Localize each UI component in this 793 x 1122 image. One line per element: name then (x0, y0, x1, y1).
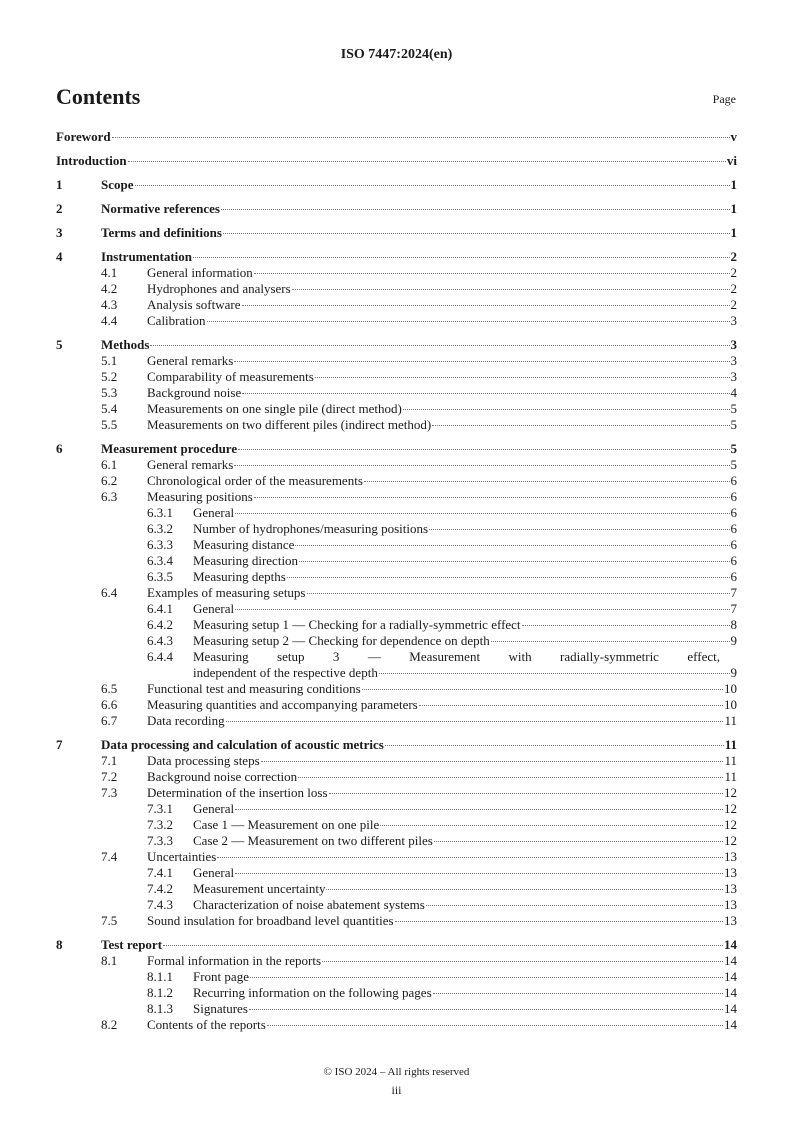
dot-leader (299, 561, 729, 562)
toc-entry-page: 6 (730, 505, 737, 520)
toc-entry-number: 8.1.3 (147, 1001, 173, 1016)
toc-entry-page: 3 (730, 353, 737, 368)
toc-entry-title: Scope (101, 177, 134, 192)
toc-entry-title: General remarks (147, 353, 234, 368)
toc-entry-title: Calibration (147, 313, 206, 328)
dot-leader (295, 545, 729, 546)
toc-entry-title: Data processing steps (147, 753, 260, 768)
toc-entry[interactable] (56, 737, 737, 753)
toc-entry-title: Case 2 — Measurement on two different piles (193, 833, 433, 848)
toc-entry-page: 13 (724, 849, 737, 864)
dot-leader (221, 209, 730, 210)
toc-entry-number: 4.2 (101, 281, 118, 296)
toc-entry[interactable] (56, 505, 737, 521)
toc-entry-number: 7.4 (101, 849, 118, 864)
toc-entry-title: Test report (101, 937, 163, 952)
dot-leader (522, 625, 730, 626)
toc-entry-title: General (193, 865, 235, 880)
dot-leader (163, 945, 723, 946)
toc-entry-title: Measuring direction (193, 553, 299, 568)
dot-leader (403, 409, 730, 410)
toc-entry-title: Normative references (101, 201, 220, 216)
toc-entry-number: 4 (56, 249, 63, 264)
toc-entry-page: 13 (724, 865, 737, 880)
toc-entry-title: Front page (193, 969, 249, 984)
dot-leader (379, 673, 730, 674)
toc-entry-number: 7.3 (101, 785, 118, 800)
toc-entry-title: Measurements on one single pile (direct method) (147, 401, 402, 416)
toc-entry[interactable] (56, 1001, 737, 1017)
toc-entry[interactable] (56, 953, 737, 969)
toc-entry-number: 5.5 (101, 417, 118, 432)
toc-entry-title: Contents of the reports (147, 1017, 266, 1032)
toc-entry[interactable] (56, 225, 737, 241)
toc-entry-title: Measuring quantities and accompanying parameters (147, 697, 418, 712)
toc-entry-page: 6 (730, 553, 737, 568)
toc-entry-title: General information (147, 265, 253, 280)
dot-leader (112, 137, 730, 138)
toc-entry-page: 4 (730, 385, 737, 400)
toc-entry-number: 7.3.1 (147, 801, 173, 816)
toc-entry-title: Methods (101, 337, 150, 352)
toc-entry[interactable] (56, 849, 737, 865)
dot-leader (238, 449, 729, 450)
toc-entry-page: 12 (724, 785, 737, 800)
toc-entry-number: 5 (56, 337, 63, 352)
toc-entry-page: 13 (724, 913, 737, 928)
toc-entry-page: 14 (724, 969, 737, 984)
dot-leader (380, 825, 723, 826)
toc-entry-number: 6.3.5 (147, 569, 173, 584)
toc-entry[interactable] (56, 369, 737, 385)
dot-leader (426, 905, 723, 906)
dot-leader (242, 305, 730, 306)
toc-entry-page: 13 (724, 881, 737, 896)
toc-entry-page: v (730, 129, 737, 144)
toc-entry-page: 9 (730, 665, 737, 680)
toc-entry-page: 9 (730, 633, 737, 648)
toc-entry-page: 11 (724, 713, 737, 728)
toc-entry-number: 8 (56, 937, 63, 952)
toc-entry-number: 6 (56, 441, 63, 456)
toc-entry-page: 8 (730, 617, 737, 632)
dot-leader (395, 921, 723, 922)
dot-leader (432, 425, 729, 426)
toc-entry-number: 7.5 (101, 913, 118, 928)
dot-leader (434, 841, 723, 842)
toc-entry-number: 4.3 (101, 297, 118, 312)
toc-entry[interactable] (56, 969, 737, 985)
page-title: Contents (56, 84, 141, 109)
toc-entry-page: 5 (730, 457, 737, 472)
toc-entry-title: Measurements on two different piles (indirect method) (147, 417, 432, 432)
toc-entry[interactable] (56, 177, 737, 193)
dot-leader (193, 257, 729, 258)
page-number: iii (391, 1083, 402, 1097)
toc-entry-number: 6.2 (101, 473, 118, 488)
toc-entry[interactable] (56, 753, 737, 769)
toc-entry-title: Measurement uncertainty (193, 881, 326, 896)
toc-entry-number: 4.1 (101, 265, 118, 280)
toc-entry-page: 6 (730, 473, 737, 488)
toc-entry-page: 3 (730, 337, 737, 352)
toc-entry[interactable] (56, 697, 737, 713)
toc-entry-number: 7.1 (101, 753, 118, 768)
toc-entry[interactable] (56, 833, 737, 849)
toc-entry[interactable] (56, 441, 737, 457)
toc-entry-number: 5.3 (101, 385, 118, 400)
page-column-label: Page (712, 92, 736, 106)
toc-entry-number: 6.5 (101, 681, 118, 696)
toc-entry-number: 1 (56, 177, 63, 192)
toc-entry-number: 5.4 (101, 401, 118, 416)
toc-entry-number: 5.2 (101, 369, 118, 384)
toc-entry-title: Comparability of measurements (147, 369, 314, 384)
toc-entry-title: Uncertainties (147, 849, 217, 864)
toc-entry-page: 3 (730, 313, 737, 328)
toc-entry[interactable] (56, 201, 737, 217)
toc-entry-title: Data recording (147, 713, 225, 728)
toc-entry[interactable] (56, 801, 737, 817)
toc-entry-number: 7.4.1 (147, 865, 173, 880)
toc-entry[interactable] (56, 473, 737, 489)
toc-entry-number: 6.6 (101, 697, 118, 712)
toc-entry-number: 6.4 (101, 585, 118, 600)
dot-leader (315, 377, 730, 378)
toc-entry[interactable] (56, 913, 737, 929)
dot-leader (307, 593, 730, 594)
toc-entry-number: 6.4.3 (147, 633, 173, 648)
toc-entry-page: 12 (724, 817, 737, 832)
toc-entry[interactable] (56, 633, 737, 649)
toc-entry[interactable] (56, 337, 737, 353)
toc-entry-number: 3 (56, 225, 63, 240)
dot-leader (433, 993, 723, 994)
toc-entry-page: 6 (730, 537, 737, 552)
toc-entry-title: Chronological order of the measurements (147, 473, 363, 488)
toc-entry-page: 7 (730, 601, 737, 616)
dot-leader (135, 185, 730, 186)
toc-entry-number: 8.2 (101, 1017, 118, 1032)
toc-entry-number: 6.4.4 (147, 649, 173, 664)
toc-entry-title: General (193, 505, 235, 520)
toc-entry-page: 14 (724, 937, 737, 952)
toc-entry-title: Number of hydrophones/measuring positions (193, 521, 429, 536)
toc-entry[interactable] (56, 681, 737, 697)
toc-entry-page: 6 (730, 489, 737, 504)
toc-entry[interactable] (56, 713, 737, 729)
toc-entry-page: vi (726, 153, 737, 168)
toc-entry-title: Examples of measuring setups (147, 585, 306, 600)
toc-entry-title: General (193, 801, 235, 816)
toc-entry-title: Measurement procedure (101, 441, 238, 456)
toc-entry-number: 2 (56, 201, 63, 216)
toc-entry-number: 7.4.2 (147, 881, 173, 896)
toc-entry[interactable] (56, 865, 737, 881)
toc-entry-page: 5 (730, 441, 737, 456)
toc-entry-title: Instrumentation (101, 249, 193, 264)
toc-entry-page: 2 (730, 249, 737, 264)
toc-entry-page: 2 (730, 265, 737, 280)
dot-leader (261, 761, 724, 762)
toc-entry-page: 1 (730, 201, 737, 216)
toc-entry[interactable] (56, 649, 737, 681)
toc-entry-title: Determination of the insertion loss (147, 785, 328, 800)
toc-entry-title: Case 1 — Measurement on one pile (193, 817, 380, 832)
dot-leader (326, 889, 723, 890)
toc-entry-title: Measuring positions (147, 489, 253, 504)
dot-leader (234, 361, 729, 362)
toc-entry[interactable] (56, 537, 737, 553)
dot-leader (235, 809, 723, 810)
toc-entry-number: 8.1.2 (147, 985, 173, 1000)
toc-entry-title: Recurring information on the following pages (193, 985, 432, 1000)
toc-entry-page: 14 (724, 1017, 737, 1032)
toc-entry-page: 5 (730, 401, 737, 416)
toc-entry-title: Sound insulation for broadband level quantities (147, 913, 394, 928)
toc-entry-page: 11 (724, 769, 737, 784)
dot-leader (128, 161, 726, 162)
toc-entry-number: 6.4.2 (147, 617, 173, 632)
dot-leader (491, 641, 730, 642)
toc-entry-page: 11 (724, 737, 737, 752)
toc-entry-title: Functional test and measuring conditions (147, 681, 361, 696)
toc-entry-page: 6 (730, 521, 737, 536)
dot-leader (235, 609, 729, 610)
toc-entry-number: 7.3.2 (147, 817, 173, 832)
toc-entry-number: 6.3.4 (147, 553, 173, 568)
dot-leader (254, 497, 730, 498)
toc-entry[interactable] (56, 569, 737, 585)
toc-entry[interactable] (56, 817, 737, 833)
toc-entry-title: Hydrophones and analysers (147, 281, 291, 296)
toc-entry-page: 7 (730, 585, 737, 600)
toc-entry[interactable] (56, 937, 737, 953)
toc-entry-number: 6.3.2 (147, 521, 173, 536)
toc-entry-page: 3 (730, 369, 737, 384)
toc-entry-number: 6.1 (101, 457, 118, 472)
toc-entry-number: 7.2 (101, 769, 118, 784)
toc-entry[interactable] (56, 353, 737, 369)
dot-leader (385, 745, 724, 746)
toc-entry-number: 7.4.3 (147, 897, 173, 912)
toc-entry-page: 14 (724, 953, 737, 968)
toc-entry-page: 10 (724, 697, 737, 712)
dot-leader (287, 577, 730, 578)
dot-leader (429, 529, 729, 530)
dot-leader (250, 977, 723, 978)
toc-entry-page: 1 (730, 177, 737, 192)
toc-entry[interactable] (56, 417, 737, 433)
toc-entry-title: Analysis software (147, 297, 241, 312)
dot-leader (234, 465, 729, 466)
toc-entry[interactable] (56, 401, 737, 417)
toc-entry-page: 10 (724, 681, 737, 696)
toc-entry-number: 7.3.3 (147, 833, 173, 848)
toc-entry-title: Measuring setup 2 — Checking for dependence on depth (193, 633, 490, 648)
toc-entry-page: 5 (730, 417, 737, 432)
toc-entry-title: Measuring distance (193, 537, 295, 552)
toc-entry-page: 2 (730, 297, 737, 312)
dot-leader (249, 1009, 723, 1010)
toc-entry-page: 12 (724, 833, 737, 848)
toc-entry-number: 6.3.3 (147, 537, 173, 552)
toc-entry-title: Formal information in the reports (147, 953, 322, 968)
toc-entry[interactable] (56, 489, 737, 505)
dot-leader (329, 793, 723, 794)
toc-entry[interactable] (56, 297, 737, 313)
dot-leader (150, 345, 729, 346)
toc-entry-number: 4.4 (101, 313, 118, 328)
table-of-contents (56, 129, 737, 1033)
toc-entry-page: 2 (730, 281, 737, 296)
toc-entry-title: General (193, 601, 235, 616)
toc-entry-number: 6.4.1 (147, 601, 173, 616)
toc-entry[interactable] (56, 617, 737, 633)
dot-leader (292, 289, 730, 290)
toc-entry[interactable] (56, 785, 737, 801)
toc-entry-page: 14 (724, 985, 737, 1000)
toc-entry-title: Terms and definitions (101, 225, 222, 240)
dot-leader (223, 233, 730, 234)
toc-entry-number: 8.1.1 (147, 969, 173, 984)
toc-entry-title: Introduction (56, 153, 127, 168)
toc-entry[interactable] (56, 385, 737, 401)
toc-entry[interactable] (56, 1017, 737, 1033)
dot-leader (235, 873, 723, 874)
toc-entry-number: 6.3 (101, 489, 118, 504)
toc-entry-number: 7 (56, 737, 63, 752)
toc-entry-title: Data processing and calculation of acoustic metrics (101, 737, 384, 752)
dot-leader (298, 777, 723, 778)
dot-leader (419, 705, 723, 706)
toc-entry-page: 13 (724, 897, 737, 912)
toc-entry[interactable] (56, 553, 737, 569)
dot-leader (235, 513, 729, 514)
toc-entry[interactable] (56, 521, 737, 537)
toc-entry-page: 6 (730, 569, 737, 584)
toc-entry-title: Background noise (147, 385, 242, 400)
toc-entry[interactable] (56, 457, 737, 473)
dot-leader (267, 1025, 723, 1026)
toc-entry[interactable] (56, 313, 737, 329)
toc-entry-title: Characterization of noise abatement systems (193, 897, 425, 912)
dot-leader (254, 273, 730, 274)
dot-leader (322, 961, 723, 962)
dot-leader (364, 481, 730, 482)
toc-entry-title: General remarks (147, 457, 234, 472)
document-header: ISO 7447:2024(en) (340, 47, 453, 62)
toc-entry-page: 12 (724, 801, 737, 816)
toc-entry-page: 14 (724, 1001, 737, 1016)
toc-entry[interactable] (56, 769, 737, 785)
toc-entry-page: 11 (724, 753, 737, 768)
dot-leader (362, 689, 723, 690)
toc-entry-title: Measuring setup 3 — Measurement with radially-symmetric effect, (193, 649, 720, 664)
dot-leader (226, 721, 724, 722)
toc-entry[interactable] (56, 585, 737, 601)
toc-entry-title: Measuring depths (193, 569, 286, 584)
toc-entry-title-continued: independent of the respective depth (193, 665, 378, 680)
toc-entry[interactable] (56, 129, 737, 145)
toc-entry[interactable] (56, 985, 737, 1001)
toc-entry-number: 8.1 (101, 953, 118, 968)
toc-entry-title: Signatures (193, 1001, 248, 1016)
toc-entry-title: Foreword (56, 129, 111, 144)
toc-entry-number: 6.7 (101, 713, 118, 728)
toc-entry[interactable] (56, 601, 737, 617)
toc-entry[interactable] (56, 897, 737, 913)
toc-entry-title: Measuring setup 1 — Checking for a radially-symmetric effect (193, 617, 521, 632)
toc-entry[interactable] (56, 153, 737, 169)
dot-leader (207, 321, 730, 322)
toc-entry-number: 5.1 (101, 353, 118, 368)
toc-entry-page: 1 (730, 225, 737, 240)
copyright-footer: © ISO 2024 – All rights reserved (323, 1066, 470, 1078)
toc-entry[interactable] (56, 881, 737, 897)
toc-entry-number: 6.3.1 (147, 505, 173, 520)
dot-leader (242, 393, 729, 394)
toc-entry[interactable] (56, 265, 737, 281)
toc-entry[interactable] (56, 281, 737, 297)
toc-entry-title: Background noise correction (147, 769, 298, 784)
dot-leader (217, 857, 723, 858)
toc-entry[interactable] (56, 249, 737, 265)
